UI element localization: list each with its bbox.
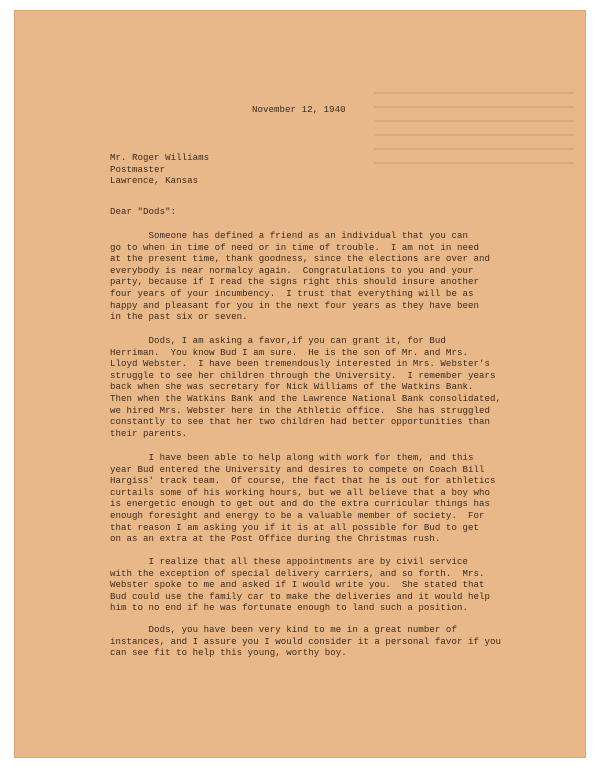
- paragraph-line: constantly to see that her two children had better opportunities than: [110, 416, 490, 428]
- paragraph-line: on as an extra at the Post Office during the Christmas rush.: [110, 533, 441, 545]
- letter-body: [14, 10, 586, 758]
- paragraph-line: everybody is near normalcy again. Congratulations to you and your: [110, 264, 474, 276]
- paragraph-line: him to no end if he was fortunate enough to land such a position.: [110, 602, 468, 614]
- paragraph-line: Bud could use the family car to make the deliveries and it would help: [110, 590, 490, 602]
- paragraph-line: party, because if I read the signs right this should insure another: [110, 276, 479, 288]
- paragraph-line: we hired Mrs. Webster here in the Athletic office. She has struggled: [110, 404, 490, 416]
- paragraph-3: [110, 452, 496, 545]
- paragraph-line: Webster spoke to me and asked if I would write you. She stated that: [110, 579, 485, 591]
- paragraph-line: happy and pleasant for you in the next four years as they have been: [110, 299, 479, 311]
- paragraph-2: [110, 335, 501, 439]
- recipient-address: [110, 152, 209, 187]
- paragraph-5: [110, 624, 501, 659]
- paragraph-line: curtails some of his working hours, but we all believe that a boy who: [110, 486, 490, 498]
- paragraph-line: Hargiss' track team. Of course, the fact that he is out for athletics: [110, 475, 496, 487]
- paragraph-line: in the past six or seven.: [110, 311, 248, 323]
- paragraph-1: [110, 230, 490, 323]
- paragraph-line: Dods, you have been very kind to me in a great number of: [110, 624, 457, 635]
- paragraph-line: year Bud entered the University and desires to compete on Coach Bill: [110, 463, 485, 475]
- recipient-name: Mr. Roger Williams: [110, 152, 210, 163]
- letter-date: November 12, 1940: [252, 104, 346, 115]
- recipient-title: Postmaster: [110, 163, 166, 175]
- paragraph-line: instances, and I assure you I would consider it a personal favor if you: [110, 635, 502, 647]
- salutation: Dear "Dods":: [110, 206, 177, 217]
- paragraph-line: at the present time, thank goodness, since the elections are over and: [110, 253, 490, 265]
- paragraph-line: I have been able to help along with work for them, and this: [110, 452, 474, 463]
- recipient-location: Lawrence, Kansas: [110, 175, 199, 187]
- paragraph-line: Lloyd Webster. I have been tremendously interested in Mrs. Webster's: [110, 358, 490, 370]
- paragraph-line: their parents.: [110, 427, 188, 439]
- paragraph-line: struggle to see her children through the University. I remember years: [110, 369, 496, 381]
- paragraph-4: [110, 556, 490, 614]
- paragraph-line: Then when the Watkins Bank and the Lawrence National Bank consolidated,: [110, 392, 502, 404]
- paragraph-line: is energetic enough to get out and do the extra curricular things has: [110, 498, 490, 510]
- paragraph-line: enough foresight and energy to be a valuable member of society. For: [110, 509, 485, 521]
- paragraph-line: can see fit to help this young, worthy boy.: [110, 647, 347, 659]
- paragraph-line: Dods, I am asking a favor,if you can grant it, for Bud: [110, 335, 446, 346]
- paragraph-line: Herriman. You know Bud I am sure. He is the son of Mr. and Mrs.: [110, 346, 468, 358]
- paragraph-line: four years of your incumbency. I trust that everything will be as: [110, 287, 474, 299]
- paragraph-line: Someone has defined a friend as an individual that you can: [110, 230, 468, 241]
- paragraph-line: with the exception of special delivery carriers, and so forth. Mrs.: [110, 567, 485, 579]
- paragraph-line: I realize that all these appointments are by civil service: [110, 556, 468, 567]
- paragraph-line: that reason I am asking you if it is at all possible for Bud to get: [110, 521, 479, 533]
- paragraph-line: back when she was secretary for Nick Williams of the Watkins Bank.: [110, 381, 474, 393]
- paragraph-line: go to when in time of need or in time of trouble. I am not in need: [110, 241, 479, 253]
- letter-sheet: [14, 10, 586, 758]
